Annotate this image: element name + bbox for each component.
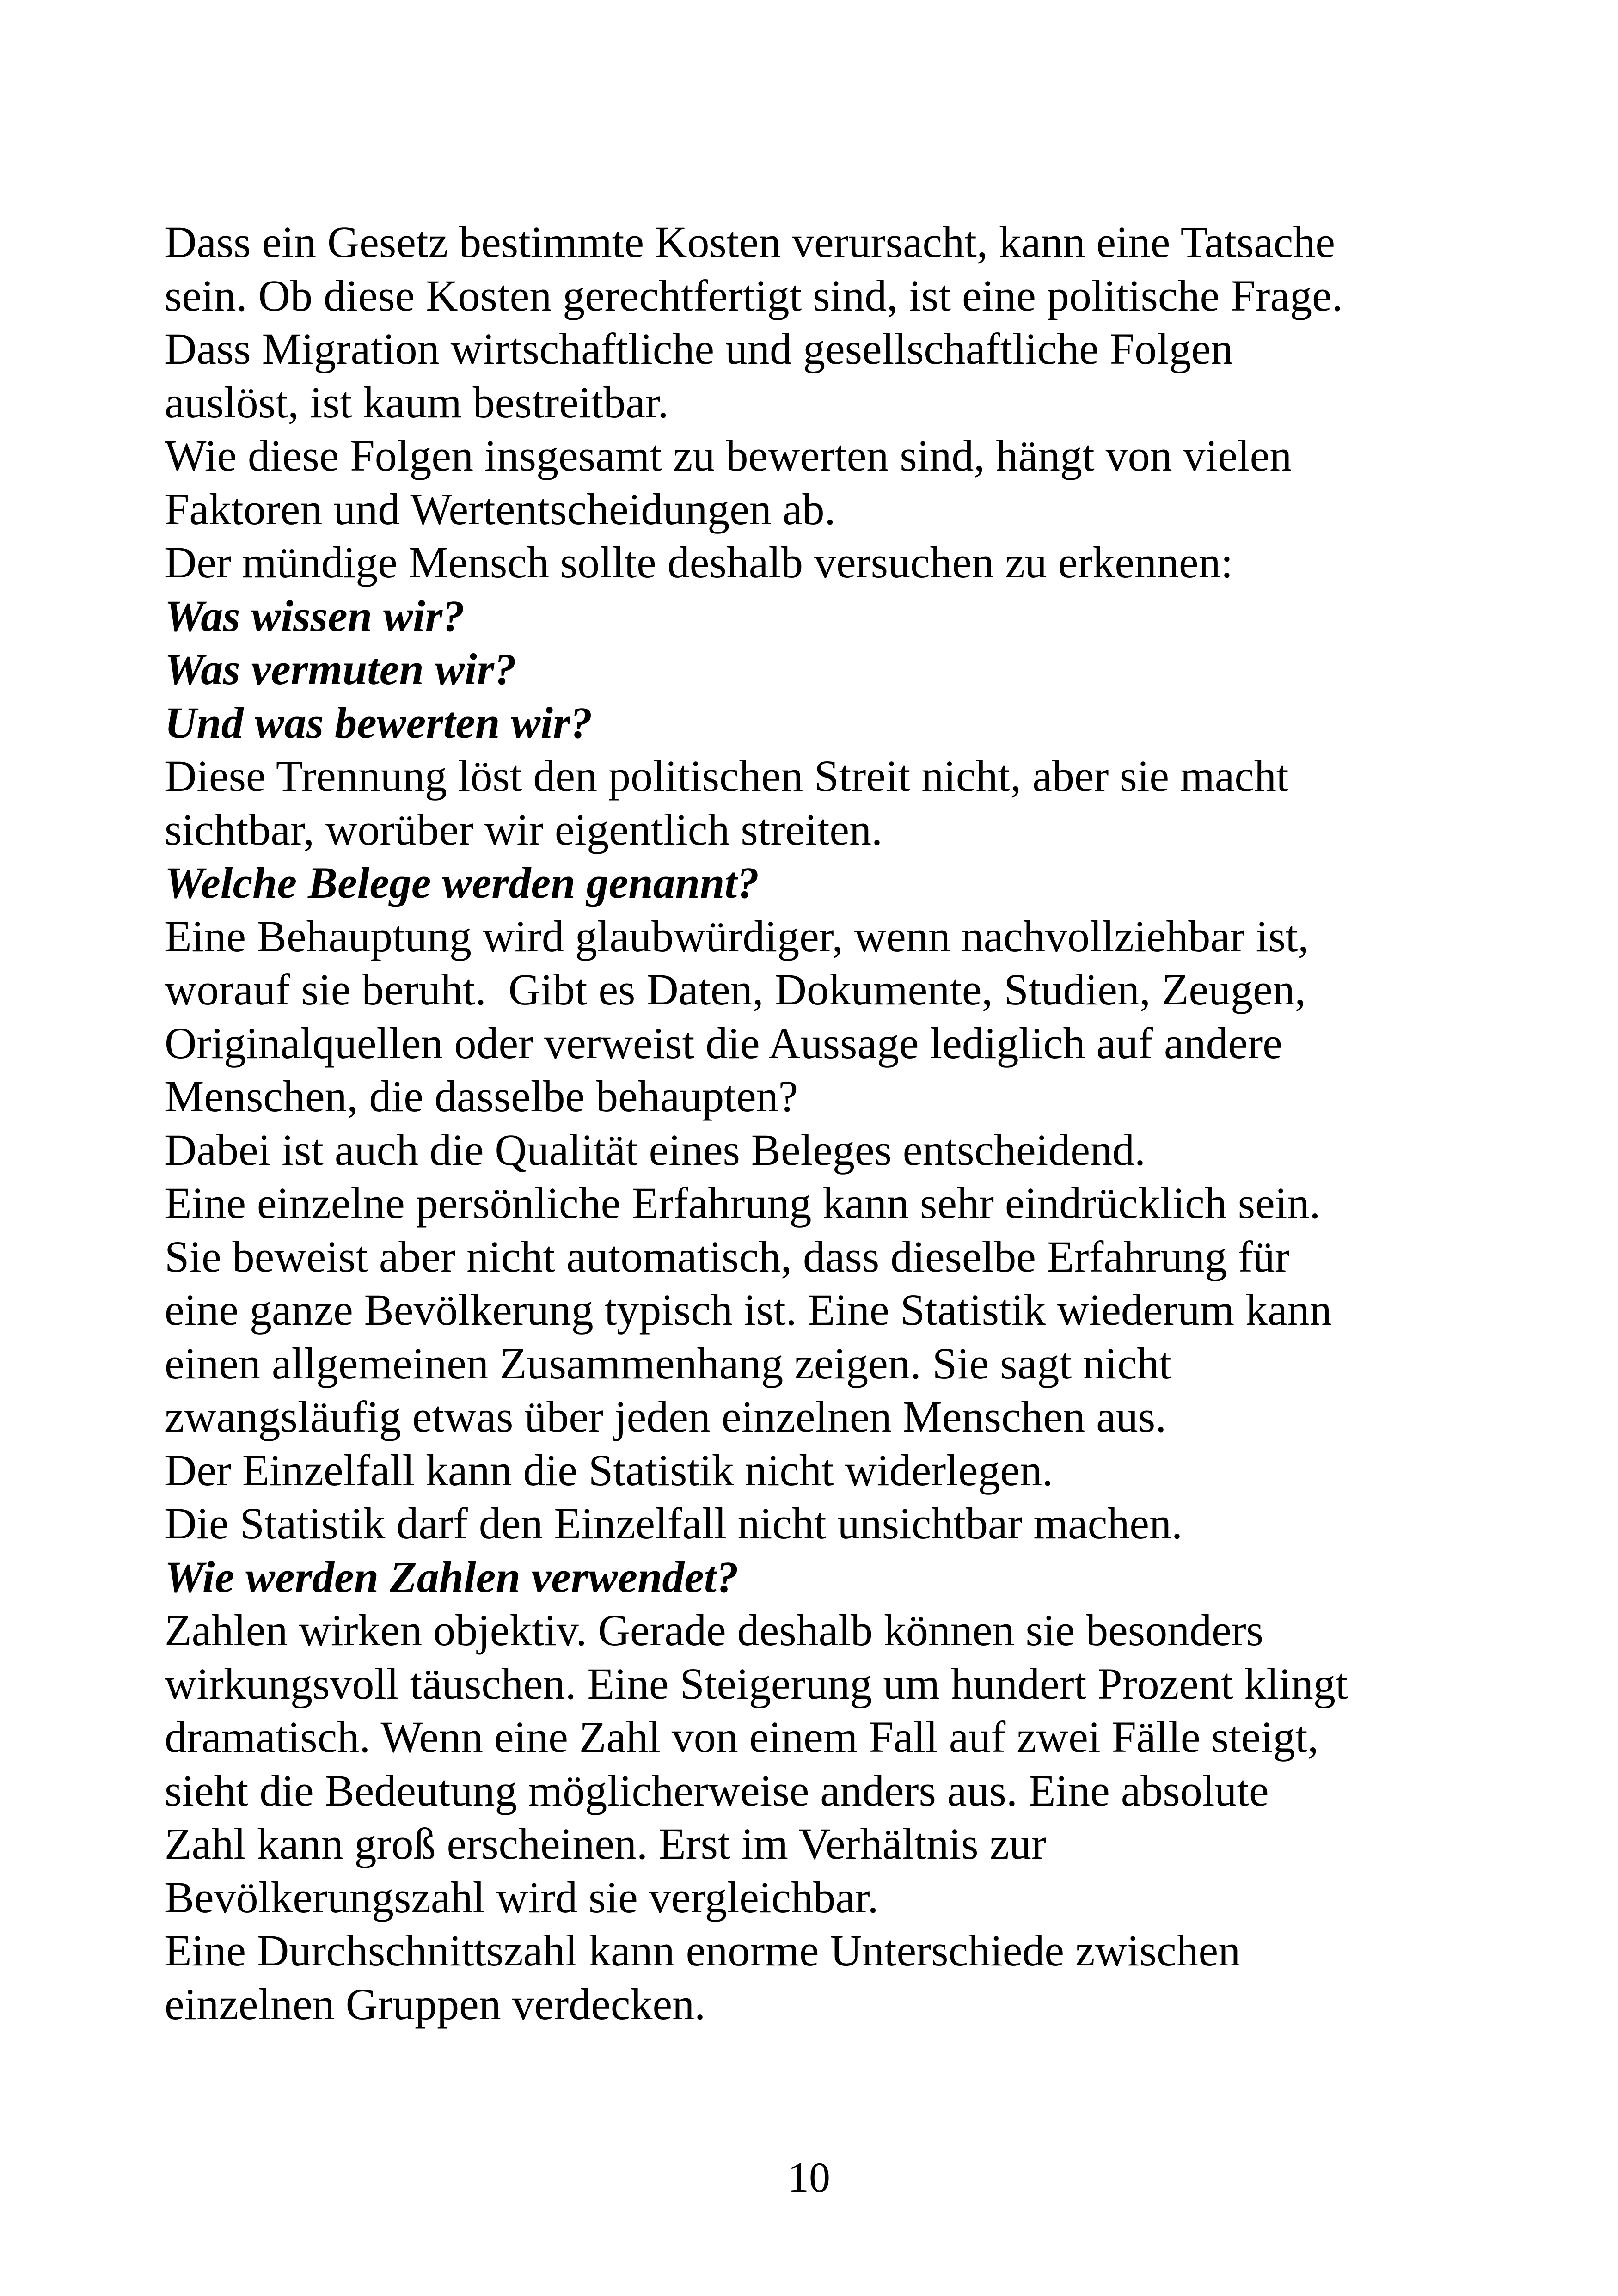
text-line: Dabei ist auch die Qualität eines Beleges entscheidend. xyxy=(165,1125,1146,1175)
text-line: Faktoren und Wertentscheidungen ab. xyxy=(165,484,836,534)
text-line: Bevölkerungszahl wird sie vergleichbar. xyxy=(165,1872,879,1922)
text-line: einen allgemeinen Zusammenhang zeigen. Sie sagt nicht xyxy=(165,1338,1171,1388)
text-line: zwangsläufig etwas über jeden einzelnen Menschen aus. xyxy=(165,1392,1167,1441)
text-line: Eine einzelne persönliche Erfahrung kann sehr eindrücklich sein. xyxy=(165,1178,1321,1228)
question-heading: Was vermuten wir? xyxy=(165,644,516,694)
text-line: Dass ein Gesetz bestimmte Kosten verursacht, kann eine Tatsache xyxy=(165,217,1335,267)
text-line: einzelnen Gruppen verdecken. xyxy=(165,1979,706,2029)
text-line: sein. Ob diese Kosten gerechtfertigt sind, ist eine politische Frage. xyxy=(165,270,1343,320)
page-number: 10 xyxy=(788,2154,830,2201)
text-line: Wie diese Folgen insgesamt zu bewerten sind, hängt von vielen xyxy=(165,431,1292,480)
text-line: Zahl kann groß erscheinen. Erst im Verhältnis zur xyxy=(165,1819,1047,1868)
section-heading: Wie werden Zahlen verwendet? xyxy=(165,1552,739,1602)
text-line: Der Einzelfall kann die Statistik nicht widerlegen. xyxy=(165,1445,1054,1495)
text-line: Die Statistik darf den Einzelfall nicht unsichtbar machen. xyxy=(165,1499,1183,1548)
text-line: wirkungsvoll täuschen. Eine Steigerung um hundert Prozent klingt xyxy=(165,1659,1348,1708)
text-line: worauf sie beruht. Gibt es Daten, Dokumente, Studien, Zeugen, xyxy=(165,965,1306,1014)
section-heading: Welche Belege werden genannt? xyxy=(165,858,760,907)
text-line: sieht die Bedeutung möglicherweise anders aus. Eine absolute xyxy=(165,1765,1269,1815)
text-line: sichtbar, worüber wir eigentlich streiten. xyxy=(165,804,883,854)
text-line: Diese Trennung löst den politischen Streit nicht, aber sie macht xyxy=(165,751,1289,801)
text-line: eine ganze Bevölkerung typisch ist. Eine Statistik wiederum kann xyxy=(165,1285,1332,1335)
question-heading: Was wissen wir? xyxy=(165,591,465,641)
text-line: Dass Migration wirtschaftliche und gesellschaftliche Folgen xyxy=(165,324,1233,373)
text-line: Sie beweist aber nicht automatisch, dass dieselbe Erfahrung für xyxy=(165,1231,1290,1281)
text-line: Menschen, die dasselbe behaupten? xyxy=(165,1071,798,1121)
body-text xyxy=(165,215,1431,2031)
text-line: auslöst, ist kaum bestreitbar. xyxy=(165,377,669,427)
text-line: Eine Behauptung wird glaubwürdiger, wenn nachvollziehbar ist, xyxy=(165,911,1309,961)
text-line: Zahlen wirken objektiv. Gerade deshalb können sie besonders xyxy=(165,1605,1264,1655)
text-line: Eine Durchschnittszahl kann enorme Unterschiede zwischen xyxy=(165,1926,1241,1975)
text-line: Der mündige Mensch sollte deshalb versuchen zu erkennen: xyxy=(165,538,1233,587)
text-line: dramatisch. Wenn eine Zahl von einem Fall auf zwei Fälle steigt, xyxy=(165,1712,1319,1762)
text-line: Originalquellen oder verweist die Aussage lediglich auf andere xyxy=(165,1018,1282,1068)
question-heading: Und was bewerten wir? xyxy=(165,698,593,747)
